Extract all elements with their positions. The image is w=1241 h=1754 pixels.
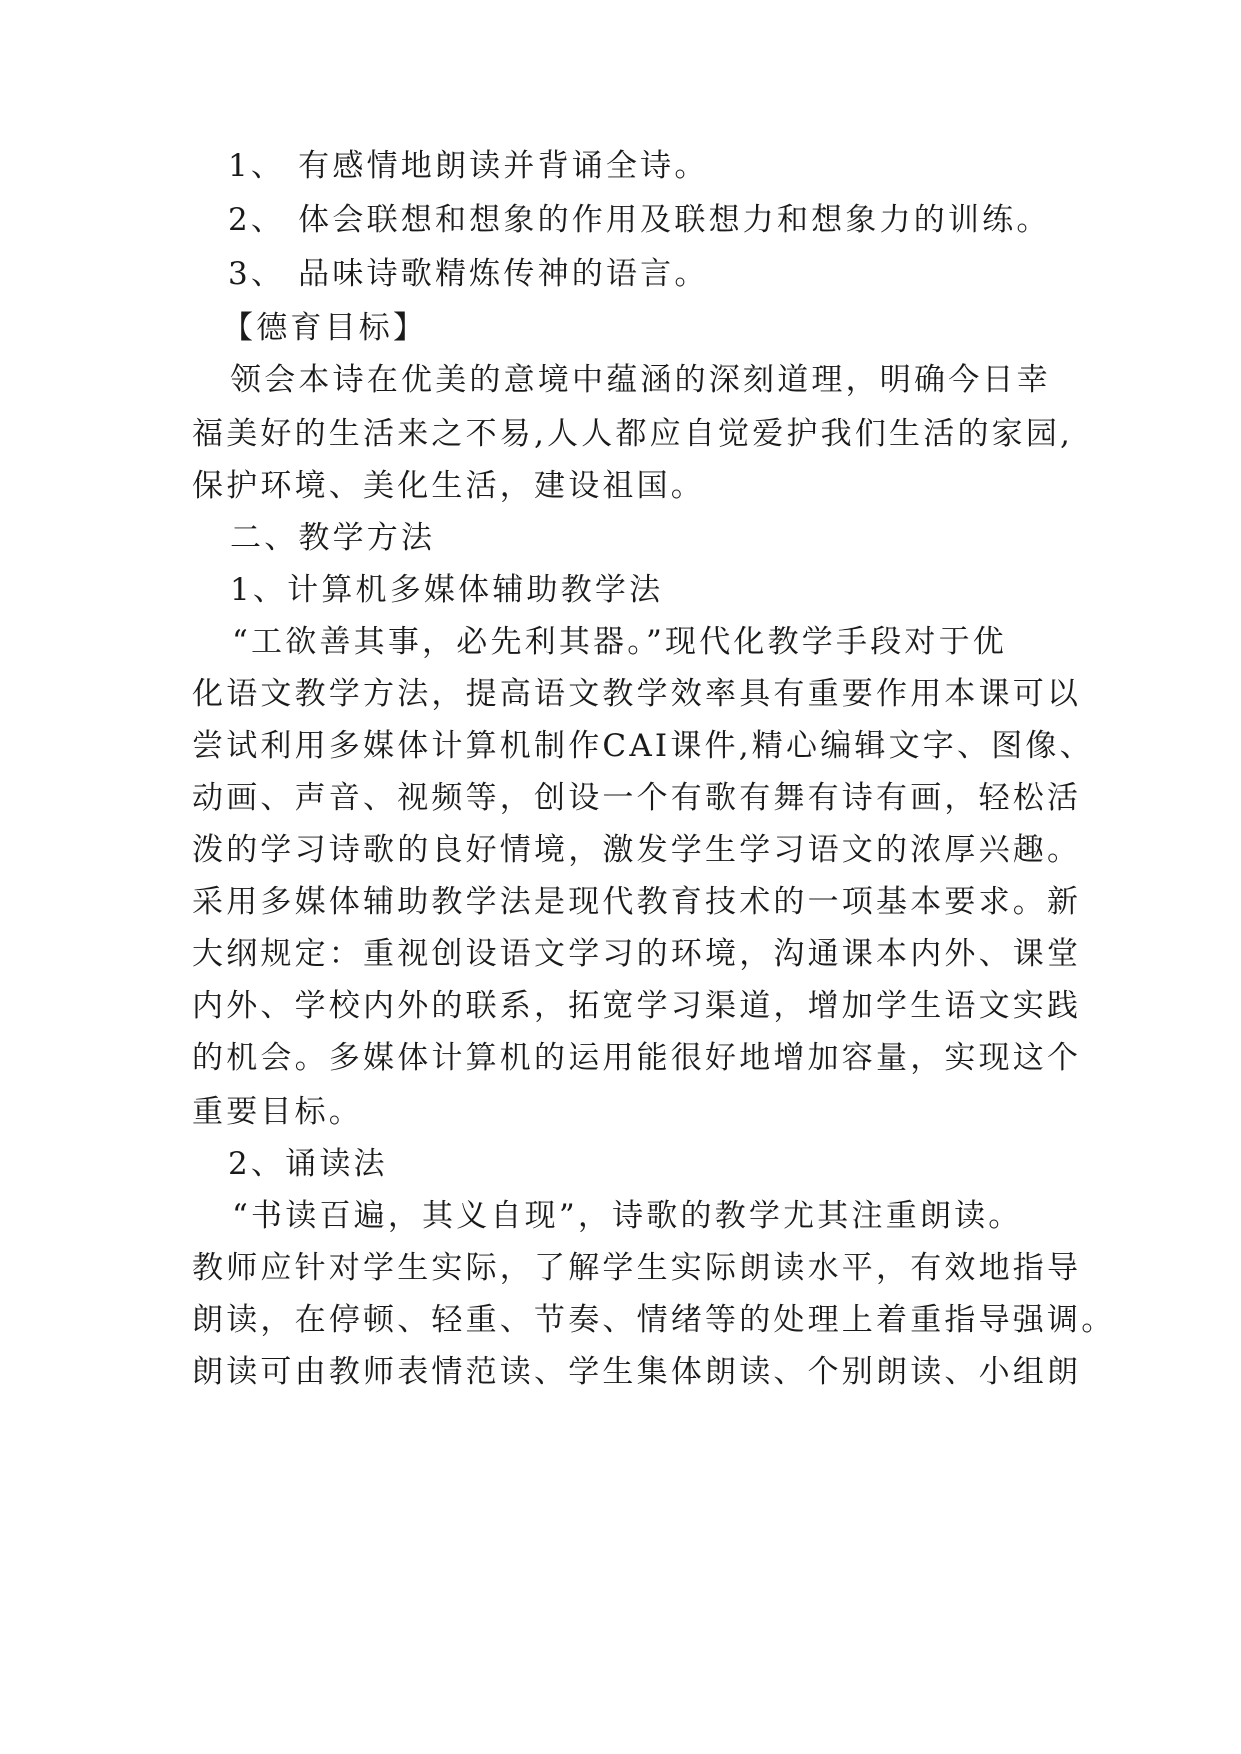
method1-para-line-10: 重要目标。 [192,1094,363,1130]
method1-para-line-5: 泼的学习诗歌的良好情境，激发学生学习语文的浓厚兴趣。 [192,832,1082,868]
method1-para-line-1: “工欲善其事，必先利其器。”现代化教学手段对于优 [232,624,1007,660]
moral-heading: 【德育目标】 [222,310,428,346]
method1-para-line-9: 的机会。多媒体计算机的运用能很好地增加容量，实现这个 [192,1040,1082,1076]
method1-para-line-3: 尝试利用多媒体计算机制作CAI课件,精心编辑文字、图像、 [192,728,1094,764]
moral-para-line-2: 福美好的生活来之不易,人人都应自觉爱护我们生活的家园, [192,416,1074,452]
method2-para-line-1: “书读百遍，其义自现”，诗歌的教学尤其注重朗读。 [232,1198,1023,1234]
moral-para-line-1: 领会本诗在优美的意境中蕴涵的深刻道理，明确今日幸 [230,362,1051,398]
objective-2: 2、 体会联想和想象的作用及联想力和想象力的训练。 [228,202,1051,238]
method2-para-line-2: 教师应针对学生实际，了解学生实际朗读水平，有效地指导 [192,1250,1082,1286]
objective-1: 1、 有感情地朗读并背诵全诗。 [228,148,709,184]
method1-para-line-4: 动画、声音、视频等，创设一个有歌有舞有诗有画，轻松活 [192,780,1082,816]
method1-para-line-7: 大纲规定：重视创设语文学习的环境，沟通课本内外、课堂 [192,936,1082,972]
method2-heading: 2、诵读法 [228,1146,388,1182]
method2-para-line-4: 朗读可由教师表情范读、学生集体朗读、个别朗读、小组朗 [192,1354,1082,1390]
method2-para-line-3: 朗读，在停顿、轻重、节奏、情绪等的处理上着重指导强调。 [192,1302,1116,1338]
method1-heading: 1、计算机多媒体辅助教学法 [230,572,664,608]
moral-para-line-3: 保护环境、美化生活，建设祖国。 [192,468,705,504]
methods-heading: 二、教学方法 [230,520,436,556]
method1-para-line-2: 化语文教学方法，提高语文教学效率具有重要作用本课可以 [192,676,1082,712]
method1-para-line-6: 采用多媒体辅助教学法是现代教育技术的一项基本要求。新 [192,884,1082,920]
objective-3: 3、 品味诗歌精炼传神的语言。 [228,256,709,292]
method1-para-line-8: 内外、学校内外的联系，拓宽学习渠道，增加学生语文实践 [192,988,1082,1024]
